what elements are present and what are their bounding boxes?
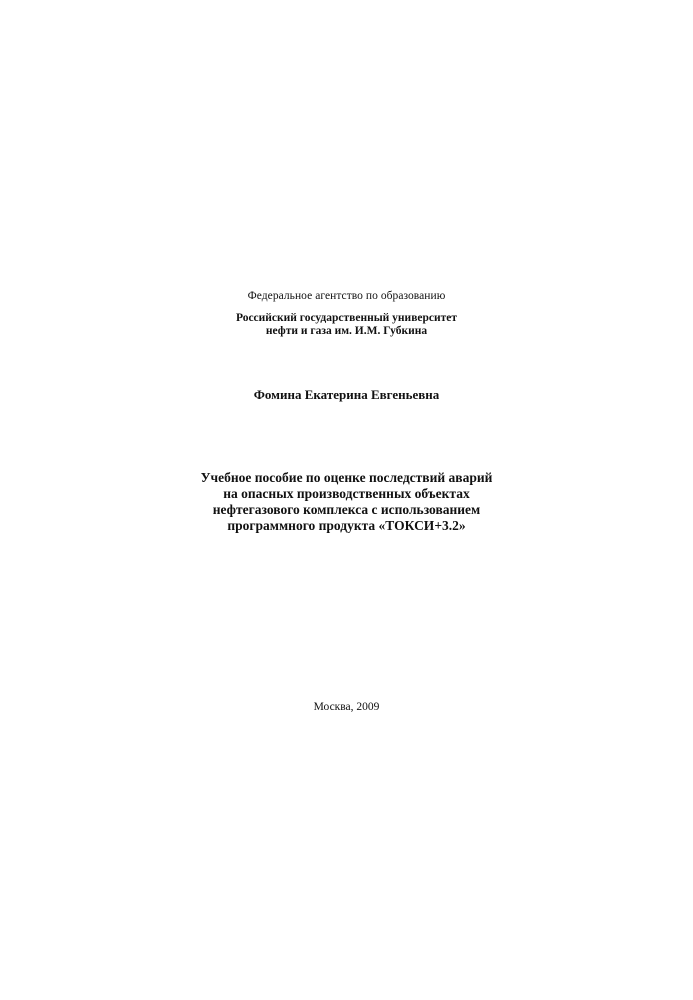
title-line-4: программного продукта «ТОКСИ+3.2»: [227, 518, 466, 533]
agency-name: Федеральное агентство по образованию: [247, 290, 446, 302]
title-line-2: на опасных производственных объектах: [223, 486, 470, 501]
author-text: Фомина Екатерина Евгеньевна: [253, 387, 440, 402]
university-name-line-2: нефти и газа им. И.М. Губкина: [265, 325, 428, 337]
title-line-3: нефтегазового комплекса с использованием: [212, 502, 481, 517]
title-line-1: Учебное пособие по оценке последствий аварий: [200, 470, 493, 485]
document-title: [0, 470, 693, 534]
university-name-line-1: Российский государственный университет: [235, 312, 458, 324]
author-name: [0, 387, 693, 403]
university-header: [0, 312, 693, 338]
place-year-text: Москва, 2009: [313, 701, 380, 713]
agency-header: [0, 289, 693, 303]
place-year: [0, 700, 693, 714]
